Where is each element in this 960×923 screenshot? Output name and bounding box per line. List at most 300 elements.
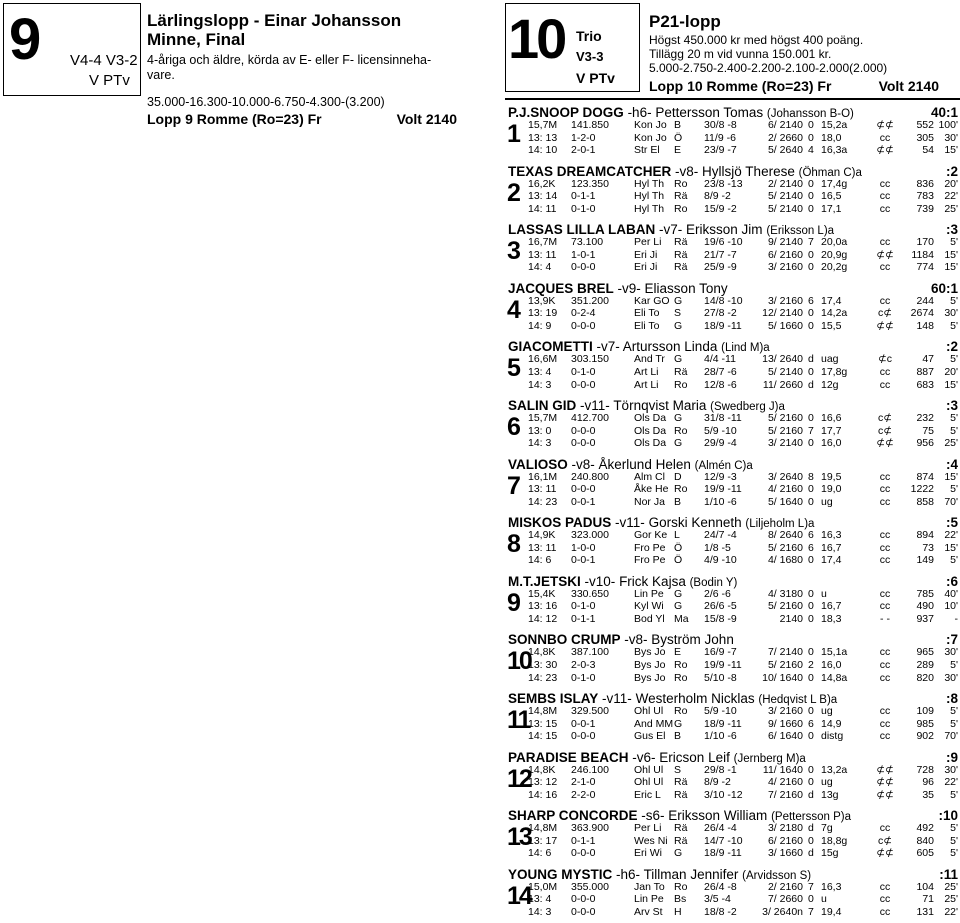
horse-age-sex: -v11- (602, 690, 632, 706)
form-row (508, 847, 958, 860)
km-time: 19,5 (821, 470, 842, 483)
trainer-name: (Johansson B-O) (766, 108, 854, 120)
track-code: Rä (674, 236, 688, 249)
horse-entry (508, 278, 960, 337)
odds-value: 149 (916, 554, 934, 567)
odds-value: 605 (916, 847, 934, 860)
horse-number: 9 (507, 588, 519, 617)
prize: 5' (950, 704, 958, 717)
shoe-code: ⊄⊄ (876, 763, 894, 776)
race-line (147, 111, 457, 127)
horse-form-table (508, 471, 958, 509)
horse-header (508, 867, 958, 882)
driver-code: Lin Pe (634, 893, 664, 906)
shoe-code: cc (879, 177, 891, 190)
position-distance: 3/ 2160 (767, 261, 803, 274)
earnings: 0-1-0 (571, 365, 596, 378)
odds-value: 2674 (910, 307, 934, 320)
form-row (508, 600, 958, 613)
horse-list (508, 102, 960, 922)
prize: 15' (944, 248, 958, 261)
horse-entry (508, 336, 960, 395)
postpos: 0 (808, 600, 814, 613)
km-time: distg (821, 730, 844, 743)
shoe-code: cc (879, 131, 891, 144)
driver-code: Ohl Ul (634, 763, 664, 776)
prize: 5' (950, 822, 958, 835)
odds-value: 232 (916, 411, 934, 424)
postpos: 0 (808, 177, 814, 190)
odds-value: 73 (922, 541, 934, 554)
horse-odds: :8 (945, 690, 958, 706)
prize: 70' (944, 495, 958, 508)
form-row (508, 203, 958, 216)
position-distance: 5/ 1640 (767, 495, 803, 508)
position-distance: 11/ 2660 (762, 378, 803, 391)
shoe-code: cc (879, 671, 891, 684)
prize: 5' (950, 424, 958, 437)
game-detail: V3-3 (576, 49, 604, 64)
date: 29/9 -4 (704, 437, 737, 450)
odds-value: 887 (916, 365, 934, 378)
earnings: 0-0-0 (571, 847, 596, 860)
horse-number: 7 (507, 471, 519, 500)
postpos: 0 (808, 307, 814, 320)
position-distance: 5/ 1660 (767, 319, 803, 332)
horse-header (508, 691, 958, 706)
km-time: 16,3 (821, 529, 842, 542)
horse-number: 3 (507, 237, 519, 266)
shoe-code: cc (879, 730, 891, 743)
date: 19/9 -11 (704, 658, 742, 671)
horse-age-sex: -v6- (632, 749, 656, 765)
date: 8/9 -2 (704, 776, 731, 789)
track-code: S (674, 307, 682, 320)
earnings: 0-0-0 (571, 483, 596, 496)
position-distance: 5/ 2160 (767, 424, 803, 437)
horse-form-table (508, 822, 958, 860)
form-row (508, 190, 958, 203)
date: 31/8 -11 (704, 411, 742, 424)
form-row (508, 822, 958, 835)
shoe-code: c⊄ (877, 834, 893, 847)
horse-form-table (508, 295, 958, 333)
position-distance: 2140 (779, 612, 803, 625)
race-conditions: 4-åriga och äldre, körda av E- eller F- licensinneha- vare. (147, 53, 432, 82)
driver-name: Artursson Linda (622, 339, 718, 355)
date: 1/10 -6 (704, 495, 737, 508)
driver-code: Alm Cl (634, 470, 665, 483)
prize: 25' (944, 893, 958, 906)
driver-code: Fro Pe (634, 554, 666, 567)
position-distance: 4/ 2160 (767, 776, 803, 789)
prize: 70' (944, 730, 958, 743)
odds-value: 836 (916, 177, 934, 190)
driver-code: Bys Jo (634, 646, 666, 659)
race-title: P21-lopp (649, 12, 721, 31)
horse-odds: :3 (945, 397, 958, 413)
earnings: 351.200 (571, 294, 609, 307)
prize: 5' (950, 411, 958, 424)
track-code: G (674, 600, 683, 613)
record-time: 14,8K (528, 646, 556, 659)
odds-value: 785 (916, 587, 934, 600)
earnings: 0-0-0 (571, 424, 596, 437)
trainer-name: (Öhman C)a (798, 166, 862, 179)
track-code: Ro (674, 202, 688, 215)
horse-name: JACQUES BREL (508, 280, 614, 296)
horse-form-table (508, 236, 958, 274)
form-row (508, 496, 958, 509)
race-title: Lärlingslopp - Einar Johansson Minne, Final (147, 11, 402, 49)
driver-code: Per Li (634, 236, 662, 249)
horse-age-sex: -v7- (596, 339, 620, 355)
horse-header (508, 222, 958, 237)
date: 23/8 -13 (704, 177, 743, 190)
earnings: 1-0-0 (571, 541, 596, 554)
km-time: 18,3 (821, 612, 842, 625)
form-row (508, 764, 958, 777)
record-time: 13,9K (528, 294, 556, 307)
earnings: 0-0-1 (571, 495, 596, 508)
horse-form-table (508, 178, 958, 216)
race-start-info: Volt 2140 (878, 78, 939, 94)
odds-value: 820 (916, 671, 934, 684)
record-time: 13: 11 (528, 248, 557, 261)
shoe-code: cc (879, 658, 891, 671)
driver-code: Hyl Th (634, 177, 665, 190)
km-time: 16,5 (821, 190, 842, 203)
header-divider (505, 98, 960, 100)
odds-value: 783 (916, 190, 934, 203)
earnings: 123.350 (571, 177, 609, 190)
driver-code: And MM (634, 717, 674, 730)
odds-value: 131 (916, 905, 934, 918)
odds-value: 490 (916, 600, 934, 613)
position-distance: 6/ 2160 (767, 834, 803, 847)
form-row (508, 542, 958, 555)
driver-code: Kon Jo (634, 119, 667, 131)
prize: 5' (950, 294, 958, 307)
track-code: B (674, 730, 682, 743)
postpos: 0 (808, 612, 814, 625)
record-time: 13: 13 (528, 131, 558, 144)
horse-form-table (508, 764, 958, 802)
horse-age-sex: -v11- (580, 397, 610, 413)
odds-value: 289 (916, 658, 934, 671)
odds-value: 683 (916, 378, 934, 391)
km-time: 16,6 (821, 411, 842, 424)
shoe-code: cc (879, 190, 891, 203)
postpos: d (808, 822, 814, 835)
record-time: 13: 11 (528, 483, 557, 496)
track-code: G (674, 587, 683, 600)
horse-name: MISKOS PADUS (508, 515, 612, 531)
play-type: V PTv (89, 72, 130, 89)
shoe-code: cc (879, 587, 891, 600)
position-distance: 7/ 2160 (767, 788, 803, 801)
record-time: 14: 16 (528, 788, 558, 801)
form-row (508, 646, 958, 659)
record-time: 13: 30 (528, 658, 558, 671)
race-number: 10 (508, 7, 565, 70)
shoe-code: cc (879, 378, 891, 391)
date: 5/9 -10 (704, 424, 737, 437)
race-9-header (0, 0, 470, 130)
position-distance: 3/ 2160 (767, 704, 803, 717)
km-time: ug (821, 495, 833, 508)
km-time: 12g (821, 378, 839, 391)
form-row (508, 178, 958, 191)
position-distance: 5/ 2640 (767, 144, 803, 157)
odds-value: 1222 (910, 483, 934, 496)
record-time: 14,8M (528, 822, 558, 835)
form-row (508, 906, 958, 919)
driver-code: Gus El (634, 730, 666, 743)
record-time: 14: 3 (528, 437, 552, 450)
horse-number: 14 (507, 881, 531, 910)
driver-code: Per Li (634, 822, 662, 835)
driver-code: Ohl Ul (634, 776, 664, 789)
shoe-code: cc (879, 541, 891, 554)
position-distance: 6/ 2140 (767, 119, 803, 131)
date: 30/8 -8 (704, 119, 737, 131)
postpos: 0 (808, 365, 814, 378)
form-row (508, 261, 958, 274)
odds-value: 104 (916, 880, 934, 893)
date: 18/9 -11 (704, 319, 742, 332)
km-time: 14,9 (821, 717, 842, 730)
record-time: 14: 23 (528, 671, 558, 684)
form-row (508, 144, 958, 157)
track-code: Ro (674, 880, 688, 893)
prize: 5' (950, 717, 958, 730)
form-row (508, 483, 958, 496)
form-row (508, 132, 958, 145)
track-code: Ro (674, 658, 688, 671)
shoe-code: ⊄⊄ (876, 319, 894, 332)
date: 29/8 -1 (704, 763, 737, 776)
odds-value: 874 (916, 470, 934, 483)
km-time: 14,8a (821, 671, 848, 684)
record-time: 13: 15 (528, 717, 558, 730)
km-time: 14,2a (821, 307, 848, 320)
postpos: 0 (808, 893, 814, 906)
km-time: ug (821, 776, 833, 789)
earnings: 0-0-0 (571, 378, 596, 391)
odds-value: 858 (916, 495, 934, 508)
record-time: 14,8M (528, 704, 558, 717)
horse-entry (508, 629, 960, 688)
date: 14/8 -10 (704, 294, 743, 307)
postpos: 6 (808, 717, 814, 730)
odds-value: 937 (916, 612, 934, 625)
position-distance: 11/ 1640 (762, 763, 803, 776)
driver-name: Ericson Leif (659, 749, 730, 765)
date: 19/6 -10 (704, 236, 743, 249)
odds-value: 492 (916, 822, 934, 835)
prize: 5' (950, 658, 958, 671)
horse-header (508, 398, 958, 413)
shoe-code: - - (880, 612, 890, 625)
earnings: 1-0-1 (571, 248, 596, 261)
driver-code: Bod Yl (634, 612, 665, 625)
horse-number: 11 (507, 705, 530, 734)
earnings: 0-2-4 (571, 307, 596, 320)
earnings: 73.100 (571, 236, 604, 249)
horse-entry (508, 454, 960, 513)
driver-code: Str El (634, 144, 660, 157)
prize: 30' (944, 763, 958, 776)
position-distance: 13/ 2640 (762, 353, 803, 366)
shoe-code: cc (879, 600, 891, 613)
prize: 20' (944, 177, 958, 190)
form-row (508, 893, 958, 906)
date: 26/6 -5 (704, 600, 737, 613)
shoe-code: cc (879, 365, 891, 378)
form-row (508, 789, 958, 802)
horse-odds: :7 (945, 632, 958, 648)
horse-header (508, 515, 958, 530)
form-row (508, 659, 958, 672)
km-time: 19,0 (821, 483, 842, 496)
shoe-code: cc (879, 495, 891, 508)
shoe-code: cc (879, 646, 891, 659)
horse-form-table (508, 353, 958, 391)
position-distance: 7/ 2140 (767, 646, 803, 659)
postpos: 0 (808, 776, 814, 789)
driver-name: Westerholm Nicklas (635, 690, 755, 706)
horse-header (508, 164, 958, 179)
shoe-code: ⊄⊄ (876, 776, 894, 789)
shoe-code: cc (879, 704, 891, 717)
prize: 15' (944, 261, 958, 274)
date: 8/9 -2 (704, 190, 731, 203)
track-code: Ö (674, 541, 683, 554)
record-time: 15,7M (528, 411, 558, 424)
earnings: 2-2-0 (571, 788, 596, 801)
earnings: 0-0-0 (571, 319, 596, 332)
track-code: Rä (674, 822, 688, 835)
odds-value: 75 (922, 424, 934, 437)
earnings: 0-0-0 (571, 437, 596, 450)
position-distance: 6/ 1640 (767, 730, 803, 743)
track-code: Ro (674, 378, 688, 391)
postpos: 0 (808, 202, 814, 215)
position-distance: 4/ 1680 (767, 554, 803, 567)
form-row (508, 320, 958, 333)
horse-name: P.J.SNOOP DOGG (508, 105, 624, 120)
postpos: 0 (808, 763, 814, 776)
form-row (508, 236, 958, 249)
odds-value: 840 (916, 834, 934, 847)
game-type: Trio (576, 28, 602, 44)
position-distance: 2/ 2160 (767, 880, 803, 893)
km-time: 16,0 (821, 658, 842, 671)
form-row (508, 730, 958, 743)
track-code: Ro (674, 671, 688, 684)
prize: 30' (944, 131, 958, 144)
position-distance: 2/ 2140 (767, 177, 803, 190)
postpos: 0 (808, 119, 814, 131)
date: 18/9 -11 (704, 717, 742, 730)
form-row (508, 776, 958, 789)
odds-value: 148 (916, 319, 934, 332)
horse-age-sex: -v8- (675, 163, 699, 179)
track-code: Ma (674, 612, 689, 625)
prize: 20' (944, 365, 958, 378)
race-number: 9 (9, 7, 40, 72)
record-time: 14: 9 (528, 319, 552, 332)
track-code: G (674, 353, 683, 366)
driver-code: Kon Jo (634, 131, 667, 144)
track-code: G (674, 294, 683, 307)
date: 15/9 -2 (704, 202, 737, 215)
position-distance: 4/ 3180 (767, 587, 803, 600)
horse-header (508, 574, 958, 589)
prize: 15' (944, 378, 958, 391)
track-code: Ro (674, 177, 688, 190)
prize: 5' (950, 834, 958, 847)
driver-code: Arv St (634, 905, 663, 918)
position-distance: 9/ 1660 (767, 717, 803, 730)
postpos: 0 (808, 834, 814, 847)
postpos: 0 (808, 483, 814, 496)
postpos: d (808, 378, 814, 391)
record-time: 15,7M (528, 119, 558, 131)
horse-number: 5 (507, 354, 519, 383)
date: 26/4 -4 (704, 822, 737, 835)
earnings: 246.100 (571, 763, 609, 776)
postpos: 0 (808, 248, 814, 261)
km-time: 17,7 (821, 424, 842, 437)
record-time: 13: 19 (528, 307, 558, 320)
position-distance: 12/ 2140 (762, 307, 803, 320)
horse-age-sex: -s6- (641, 808, 665, 824)
prize: 22' (944, 905, 958, 918)
horse-number: 6 (507, 412, 519, 441)
earnings: 0-1-0 (571, 202, 596, 215)
form-row (508, 379, 958, 392)
horse-entry (508, 747, 960, 806)
shoe-code: c⊄ (877, 411, 893, 424)
postpos: 6 (808, 294, 814, 307)
record-time: 14: 23 (528, 495, 558, 508)
km-time: ug (821, 704, 833, 717)
record-time: 16,6M (528, 353, 558, 366)
horse-odds: 60:1 (930, 280, 958, 296)
trainer-name: (Pettersson P)a (771, 811, 851, 824)
position-distance: 3/ 2140 (767, 437, 803, 450)
odds-value: 774 (916, 261, 934, 274)
earnings: 303.150 (571, 353, 609, 366)
driver-code: Ohl Ul (634, 704, 664, 717)
postpos: d (808, 847, 814, 860)
race-conditions (649, 33, 887, 75)
driver-code: Eri Ji (634, 261, 658, 274)
odds-value: 956 (916, 437, 934, 450)
earnings: 412.700 (571, 411, 609, 424)
date: 5/9 -10 (704, 704, 737, 717)
driver-code: Nor Ja (634, 495, 665, 508)
prize: 100' (938, 119, 958, 131)
odds-value: 1184 (911, 248, 934, 261)
date: 28/7 -6 (704, 365, 737, 378)
horse-entry (508, 688, 960, 747)
postpos: 0 (808, 495, 814, 508)
earnings: 329.500 (571, 704, 609, 717)
track-code: L (674, 529, 680, 542)
